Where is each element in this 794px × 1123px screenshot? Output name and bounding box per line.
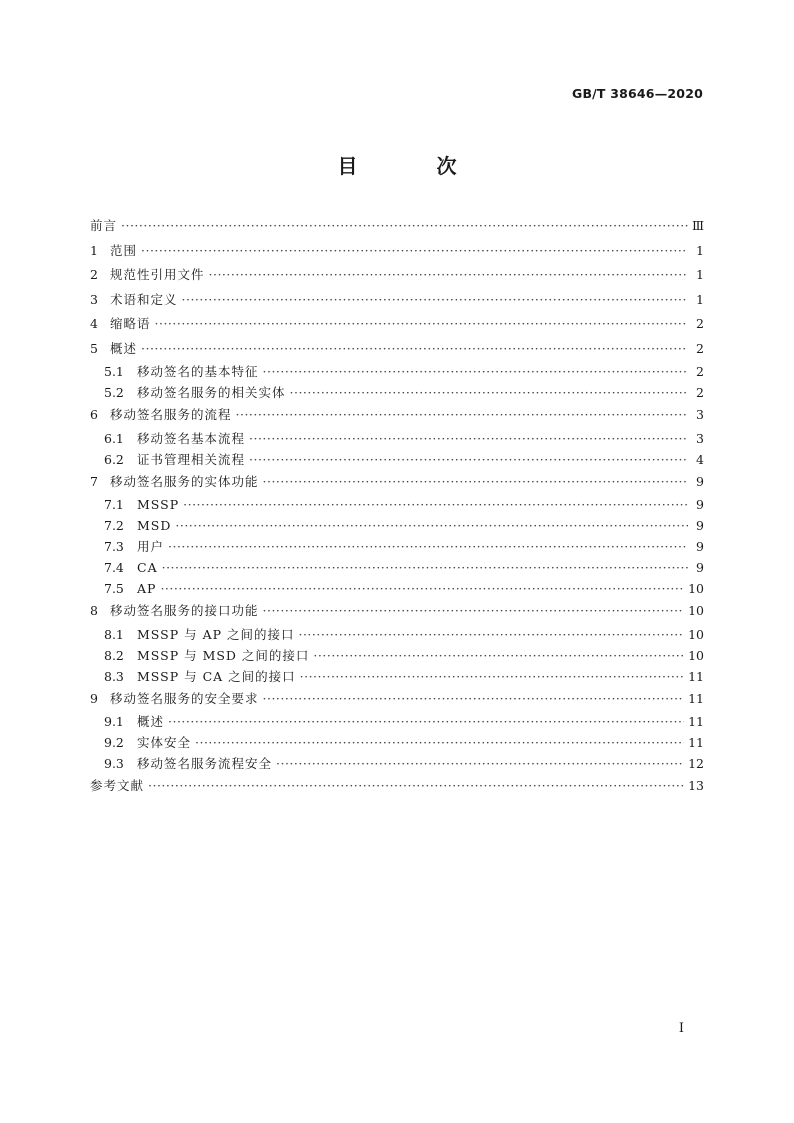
toc-entry-number: 7.5 [104,581,124,596]
toc-dot-leader [263,361,688,382]
toc-dot-leader [148,774,684,799]
toc-entry-page: 9 [696,473,704,489]
toc-entry[interactable] [90,288,704,313]
toc-entry-page: 9 [696,497,704,512]
toc-entry[interactable] [90,557,704,578]
toc-dot-leader [263,687,685,712]
toc-entry-label: 术语和定义 [110,291,178,307]
toc-entry[interactable] [90,263,704,288]
toc-entry[interactable] [90,578,704,599]
toc-entry-page: 11 [688,668,704,684]
toc-entry-page: 11 [688,714,704,729]
toc-entry-label: MSSP 与 AP 之间的接口 [137,626,295,642]
toc-entry-number: 8 [90,603,98,618]
toc-entry-label: 证书管理相关流程 [137,451,246,467]
toc-entry[interactable] [90,214,704,239]
toc-entry-page: 11 [688,735,704,750]
toc-entry-number: 5.1 [104,364,124,379]
toc-entry-label: 移动签名服务的接口功能 [110,603,259,618]
toc-entry-label: 缩略语 [110,316,151,331]
toc-entry-label: 移动签名基本流程 [137,430,246,446]
toc-entry-number: 4 [90,316,98,331]
toc-entry-number: 5.2 [104,385,124,400]
toc-entry-page: 1 [696,291,704,307]
toc-entry-page: 2 [696,340,704,356]
toc-entry-label: 概述 [110,340,138,356]
toc-dot-leader [182,288,688,313]
toc-entry-label: MSSP [137,497,180,512]
toc-entry-label: 规范性引用文件 [110,267,205,282]
toc-entry[interactable] [90,361,704,382]
toc-entry-page: 9 [696,560,704,575]
toc-entry[interactable] [90,337,704,362]
toc-entry-number: 7.4 [104,560,124,575]
toc-dot-leader [276,753,684,774]
toc-entry-page: 3 [696,407,704,422]
standard-number: GB/T 38646—2020 [571,86,703,101]
toc-dot-leader [195,732,684,753]
toc-entry[interactable] [90,536,704,557]
toc-entry-label: 移动签名服务的相关实体 [137,385,286,400]
toc-entry-label: 移动签名服务流程安全 [137,756,273,771]
toc-entry-page: 4 [696,451,704,467]
toc-dot-leader [183,494,688,515]
toc-entry-number: 1 [90,242,98,258]
toc-entry-label: 移动签名服务的流程 [110,407,232,422]
toc-entry[interactable] [90,382,704,403]
toc-entry-number: 8.3 [104,668,124,684]
toc-dot-leader [141,337,688,362]
toc-entry-label: MSSP 与 CA 之间的接口 [137,668,296,684]
toc-entry-page: 10 [688,647,704,663]
toc-entry-label: 范围 [110,242,138,258]
toc-dot-leader [313,645,684,666]
toc-entry-label: MSD [137,518,172,533]
toc-entry[interactable] [90,687,704,712]
toc-entry-number: 8.1 [104,626,124,642]
toc-entry-number: 6.1 [104,430,124,446]
toc-entry-label: 移动签名的基本特征 [137,364,259,379]
toc-dot-leader [162,557,688,578]
toc-entry-label: MSSP 与 MSD 之间的接口 [137,647,310,663]
toc-entry-page: 10 [688,626,704,642]
toc-entry-page: 1 [696,267,704,282]
toc-entry[interactable] [90,774,704,799]
toc-dot-leader [290,382,688,403]
toc-entry[interactable] [90,645,704,666]
toc-entry[interactable] [90,515,704,536]
toc-entry[interactable] [90,494,704,515]
toc-entry-number: 7.3 [104,539,124,554]
toc-entry[interactable] [90,470,704,495]
toc-entry[interactable] [90,312,704,337]
toc-entry[interactable] [90,599,704,624]
toc-dot-leader [263,599,685,624]
toc-dot-leader [160,578,684,599]
toc-dot-leader [249,428,688,449]
toc-entry[interactable] [90,428,704,449]
toc-entry-label: 实体安全 [137,735,192,750]
toc-entry-label: 移动签名服务的实体功能 [110,473,259,489]
toc-entry[interactable] [90,449,704,470]
toc-entry[interactable] [90,239,704,264]
table-of-contents [90,214,704,799]
toc-dot-leader [300,666,684,687]
toc-entry-label: 概述 [137,714,165,729]
toc-entry[interactable] [90,666,704,687]
toc-entry-page: 11 [688,690,704,706]
toc-dot-leader [168,711,684,732]
toc-entry-number: 9.1 [104,714,124,729]
toc-entry-number: 7.1 [104,497,124,512]
toc-entry-page: 2 [696,364,704,379]
toc-entry[interactable] [90,753,704,774]
toc-entry-number: 9.2 [104,735,124,750]
page-title: 目 次 [337,154,493,178]
toc-entry-page: 9 [696,518,704,533]
page-number: Ⅰ [678,1021,684,1036]
toc-dot-leader [236,403,688,428]
toc-entry-number: 3 [90,291,98,307]
toc-entry-number: 9.3 [104,756,124,771]
toc-entry-page: 10 [688,581,704,596]
toc-entry-label: 参考文献 [90,778,145,793]
toc-entry[interactable] [90,711,704,732]
toc-dot-leader [141,239,688,264]
toc-entry-page: Ⅲ [691,218,704,233]
toc-entry-page: 1 [696,242,704,258]
toc-entry-label: 移动签名服务的安全要求 [110,690,259,706]
toc-entry-number: 7.2 [104,518,124,533]
toc-entry-page: 2 [696,316,704,331]
toc-entry[interactable] [90,403,704,428]
toc-entry-label: 前言 [90,218,118,233]
toc-entry-page: 3 [696,430,704,446]
toc-entry-number: 9 [90,690,98,706]
toc-dot-leader [121,214,688,239]
toc-entry-page: 9 [696,539,704,554]
toc-entry-page: 10 [688,603,704,618]
toc-dot-leader [249,449,688,470]
toc-entry-number: 6.2 [104,451,124,467]
toc-entry-page: 2 [696,385,704,400]
toc-entry-number: 6 [90,407,98,422]
toc-entry-label: 用户 [137,539,165,554]
toc-entry-number: 7 [90,473,98,489]
toc-entry-label: CA [137,560,158,575]
toc-dot-leader [298,624,684,645]
toc-dot-leader [209,263,688,288]
toc-entry-number: 2 [90,267,98,282]
toc-dot-leader [168,536,688,557]
toc-entry-number: 8.2 [104,647,124,663]
toc-dot-leader [263,470,688,495]
toc-entry-page: 12 [688,756,704,771]
toc-entry-label: AP [137,581,157,596]
toc-dot-leader [175,515,688,536]
toc-entry[interactable] [90,624,704,645]
toc-entry-number: 5 [90,340,98,356]
toc-entry[interactable] [90,732,704,753]
toc-entry-page: 13 [688,778,704,793]
toc-dot-leader [155,312,688,337]
